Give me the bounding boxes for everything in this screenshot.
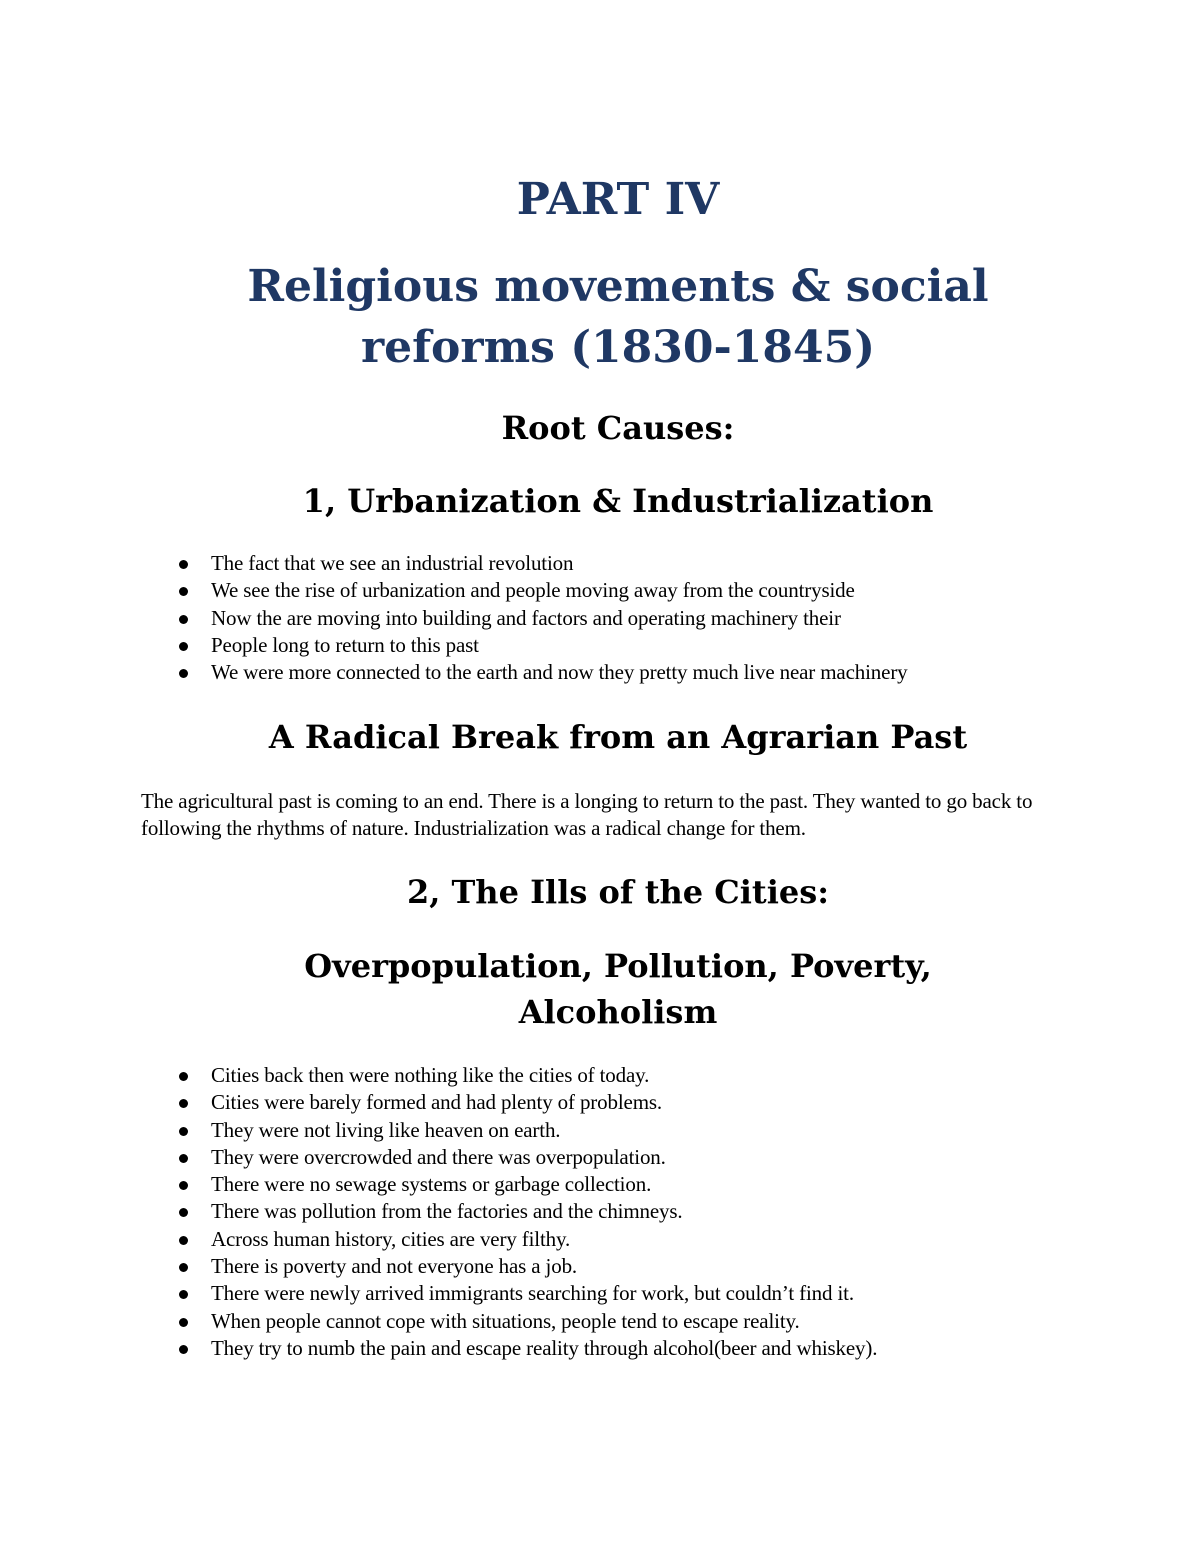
list-item-text: We were more connected to the earth and now they pretty much live near machinery xyxy=(211,660,908,685)
part-title: PART IV xyxy=(516,174,720,225)
list-item xyxy=(178,550,908,577)
list-item xyxy=(178,632,908,659)
list-item-text: Now the are moving into building and factors and operating machinery their xyxy=(211,605,841,630)
list-item xyxy=(178,577,908,604)
list-item xyxy=(178,1144,877,1171)
list-item xyxy=(178,1253,877,1280)
list-item-text: The fact that we see an industrial revolution xyxy=(211,551,574,575)
list-item xyxy=(178,1062,877,1089)
list-item xyxy=(178,605,908,632)
bullet-icon xyxy=(179,1318,188,1327)
list-item xyxy=(178,1117,877,1144)
list-item xyxy=(178,1198,877,1225)
root-causes-heading: Root Causes: xyxy=(501,409,735,447)
section2-bullet-list xyxy=(178,1062,877,1362)
list-item-text: When people cannot cope with situations, people tend to escape reality. xyxy=(211,1308,800,1333)
list-item xyxy=(178,1308,877,1335)
bullet-icon xyxy=(179,587,188,596)
list-item-text: They were not living like heaven on earth. xyxy=(211,1117,561,1142)
list-item xyxy=(178,1226,877,1253)
list-item xyxy=(178,1089,877,1116)
section-break-paragraph: The agricultural past is coming to an end. There is a longing to return to the past. They wanted to go back to following the rhythms of nature. Industrialization was a radical change for them. xyxy=(141,789,1033,840)
bullet-icon xyxy=(179,1099,188,1108)
section2-heading: 2, The Ills of the Cities: xyxy=(406,873,830,911)
list-item-text: Cities back then were nothing like the cities of today. xyxy=(211,1063,650,1087)
bullet-icon xyxy=(179,1290,188,1299)
section1-heading: 1, Urbanization & Industrialization xyxy=(302,482,934,520)
bullet-icon xyxy=(179,615,188,624)
list-item-text: Across human history, cities are very filthy. xyxy=(211,1226,571,1251)
bullet-icon xyxy=(179,642,188,651)
section2-subheading-line1: Overpopulation, Pollution, Poverty, xyxy=(304,947,932,985)
list-item-text: There were newly arrived immigrants searching for work, but couldn’t find it. xyxy=(211,1281,854,1306)
bullet-icon xyxy=(179,1263,188,1272)
bullet-icon xyxy=(179,560,188,569)
list-item-text: People long to return to this past xyxy=(211,632,479,657)
list-item xyxy=(178,659,908,686)
list-item-text: We see the rise of urbanization and people moving away from the countryside xyxy=(211,578,855,603)
bullet-icon xyxy=(179,1345,188,1354)
bullet-icon xyxy=(179,1072,188,1081)
list-item-text: There is poverty and not everyone has a job. xyxy=(211,1254,578,1279)
bullet-icon xyxy=(179,1208,188,1217)
list-item-text: They try to numb the pain and escape reality through alcohol(beer and whiskey). xyxy=(211,1335,878,1360)
list-item xyxy=(178,1171,877,1198)
main-title-line2: reforms (1830-1845) xyxy=(360,322,876,373)
bullet-icon xyxy=(179,1154,188,1163)
list-item-text: There was pollution from the factories and the chimneys. xyxy=(211,1199,683,1224)
bullet-icon xyxy=(179,1236,188,1245)
list-item-text: They were overcrowded and there was overpopulation. xyxy=(211,1144,666,1169)
list-item xyxy=(178,1335,877,1362)
main-title-line1: Religious movements & social xyxy=(247,261,989,312)
section2-subheading-line2: Alcoholism xyxy=(518,993,718,1031)
list-item-text: There were no sewage systems or garbage collection. xyxy=(211,1172,652,1197)
bullet-icon xyxy=(179,669,188,678)
section-break-heading: A Radical Break from an Agrarian Past xyxy=(268,718,968,756)
section1-bullet-list xyxy=(178,550,908,686)
list-item xyxy=(178,1280,877,1307)
bullet-icon xyxy=(179,1181,188,1190)
list-item-text: Cities were barely formed and had plenty of problems. xyxy=(211,1090,662,1115)
bullet-icon xyxy=(179,1127,188,1136)
